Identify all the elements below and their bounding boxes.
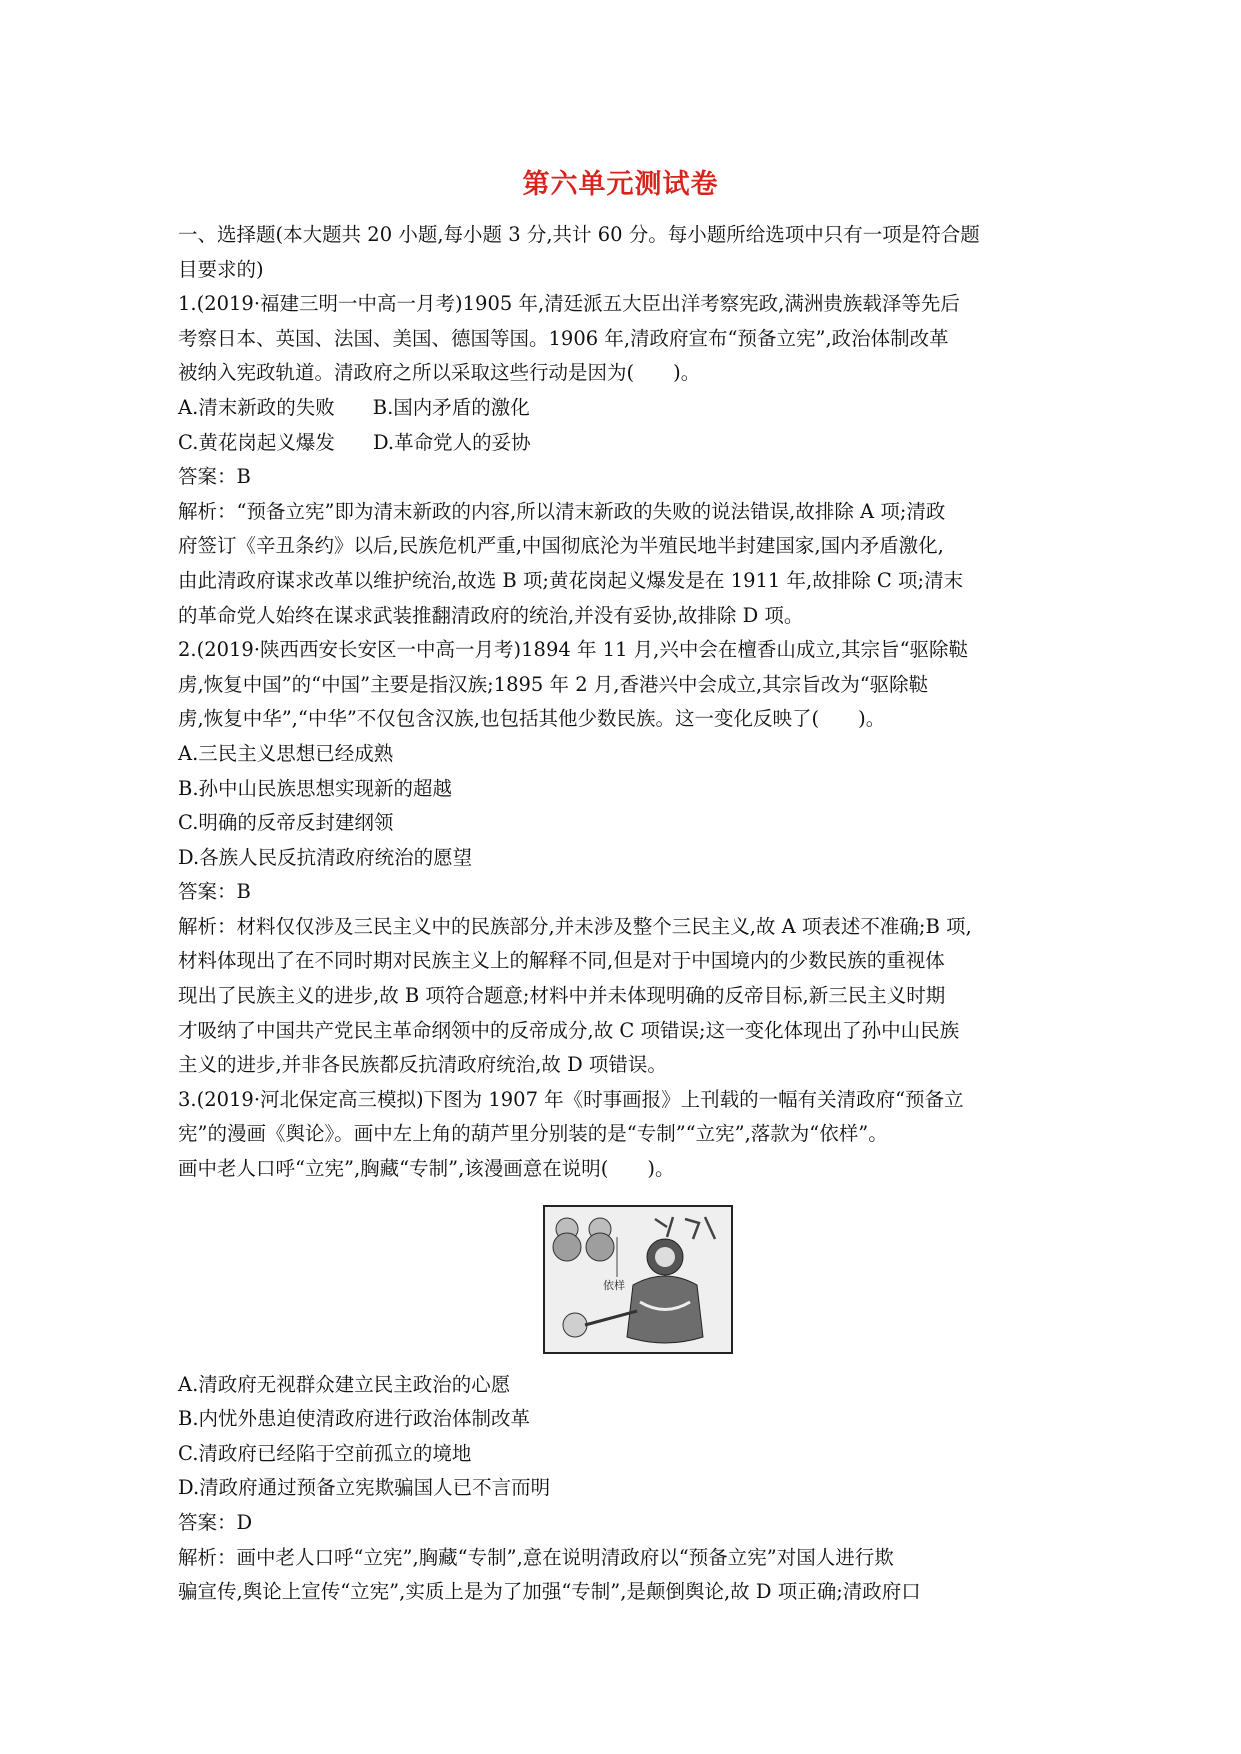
option-c: C.明确的反帝反封建纲领 xyxy=(178,811,394,835)
question-stem-line: 2.(2019·陕西西安长安区一中高一月考)1894 年 11 月,兴中会在檀香山成立,其宗旨“驱除鞑 xyxy=(178,638,969,662)
analysis-line: 的革命党人始终在谋求武装推翻清政府的统治,并没有妥协,故排除 D 项。 xyxy=(178,603,804,627)
section-heading-line-1: 一、选择题(本大题共 20 小题,每小题 3 分,共计 60 分。每小题所给选项中只有一项是符合题 xyxy=(178,223,980,246)
option-d: D.各族人民反抗清政府统治的愿望 xyxy=(178,845,473,869)
analysis-line: 解析：“预备立宪”即为清末新政的内容,所以清末新政的失败的说法错误,故排除 A 项;清政 xyxy=(178,499,946,523)
analysis-line: 才吸纳了中国共产党民主革命纲领中的反帝成分,故 C 项错误;这一变化体现出了孙中山民族 xyxy=(178,1018,960,1042)
analysis-line: 骗宣传,舆论上宣传“立宪”,实质上是为了加强“专制”,是颠倒舆论,故 D 项正确;清政府口 xyxy=(178,1580,921,1604)
question-stem-line: 3.(2019·河北保定高三模拟)下图为 1907 年《时事画报》上刊载的一幅有关清政府“预备立 xyxy=(178,1087,964,1111)
analysis-line: 由此清政府谋求改革以维护统治,故选 B 项;黄花岗起义爆发是在 1911 年,故排除 C 项;清末 xyxy=(178,568,964,592)
question-stem-line: 被纳入宪政轨道。清政府之所以采取这些行动是因为( )。 xyxy=(178,361,701,385)
option-b: B.孙中山民族思想实现新的超越 xyxy=(178,776,453,800)
section-heading-line-2: 目要求的) xyxy=(178,257,264,281)
option-d: D.革命党人的妥协 xyxy=(372,430,531,454)
question-stem-line: 考察日本、英国、法国、美国、德国等国。1906 年,清政府宣布“预备立宪”,政治体制改革 xyxy=(178,326,949,350)
question-stem-line: 画中老人口呼“立宪”,胸藏“专制”,该漫画意在说明( )。 xyxy=(178,1157,675,1181)
option-a: A.清政府无视群众建立民主政治的心愿 xyxy=(178,1372,511,1396)
question-stem-line: 1.(2019·福建三明一中高一月考)1905 年,清廷派五大臣出洋考察宪政,满洲贵族载泽等先后 xyxy=(178,292,960,316)
option-row xyxy=(178,426,1068,461)
option-b: B.内忧外患迫使清政府进行政治体制改革 xyxy=(178,1407,531,1431)
analysis-line: 府签订《辛丑条约》以后,民族危机严重,中国彻底沦为半殖民地半封建国家,国内矛盾激化, xyxy=(178,534,944,558)
question-stem-line: 宪”的漫画《舆论》。画中左上角的葫芦里分别装的是“专制”“立宪”,落款为“依样”。 xyxy=(178,1122,888,1146)
cartoon-image xyxy=(543,1205,733,1354)
question-stem-line: 虏,恢复中国”的“中国”主要是指汉族;1895 年 2 月,香港兴中会成立,其宗旨改为“驱除鞑 xyxy=(178,672,929,696)
option-c: C.黄花岗起义爆发 xyxy=(178,430,335,454)
option-a: A.三民主义思想已经成熟 xyxy=(178,741,394,765)
question-1 xyxy=(178,287,1068,633)
document-body xyxy=(178,218,1068,1610)
answer: 答案：B xyxy=(178,465,251,489)
analysis-line: 主义的进步,并非各民族都反抗清政府统治,故 D 项错误。 xyxy=(178,1053,667,1077)
answer: 答案：B xyxy=(178,880,251,904)
analysis-line: 材料体现出了在不同时期对民族主义上的解释不同,但是对于中国境内的少数民族的重视体 xyxy=(178,949,945,973)
cartoon-label: 依样 xyxy=(603,1278,625,1292)
analysis-line: 现出了民族主义的进步,故 B 项符合题意;材料中并未体现明确的反帝目标,新三民主义时期 xyxy=(178,984,946,1008)
question-2 xyxy=(178,633,1068,1083)
option-row xyxy=(178,391,1068,426)
question-3 xyxy=(178,1083,1068,1610)
option-a: A.清末新政的失败 xyxy=(178,395,335,419)
question-stem-line: 虏,恢复中华”,“中华”不仅包含汉族,也包括其他少数民族。这一变化反映了( )。 xyxy=(178,707,886,731)
answer: 答案：D xyxy=(178,1511,253,1534)
cartoon-illustration xyxy=(545,1207,731,1352)
figure-container xyxy=(178,1197,1068,1362)
option-b: B.国内矛盾的激化 xyxy=(372,395,530,419)
analysis-line: 解析：材料仅仅涉及三民主义中的民族部分,并未涉及整个三民主义,故 A 项表述不准确;B 项, xyxy=(178,914,972,938)
page-title: 第六单元测试卷 xyxy=(522,169,719,200)
analysis-line: 解析：画中老人口呼“立宪”,胸藏“专制”,意在说明清政府以“预备立宪”对国人进行欺 xyxy=(178,1545,894,1569)
option-d: D.清政府通过预备立宪欺骗国人已不言而明 xyxy=(178,1476,551,1500)
option-c: C.清政府已经陷于空前孤立的境地 xyxy=(178,1441,472,1465)
